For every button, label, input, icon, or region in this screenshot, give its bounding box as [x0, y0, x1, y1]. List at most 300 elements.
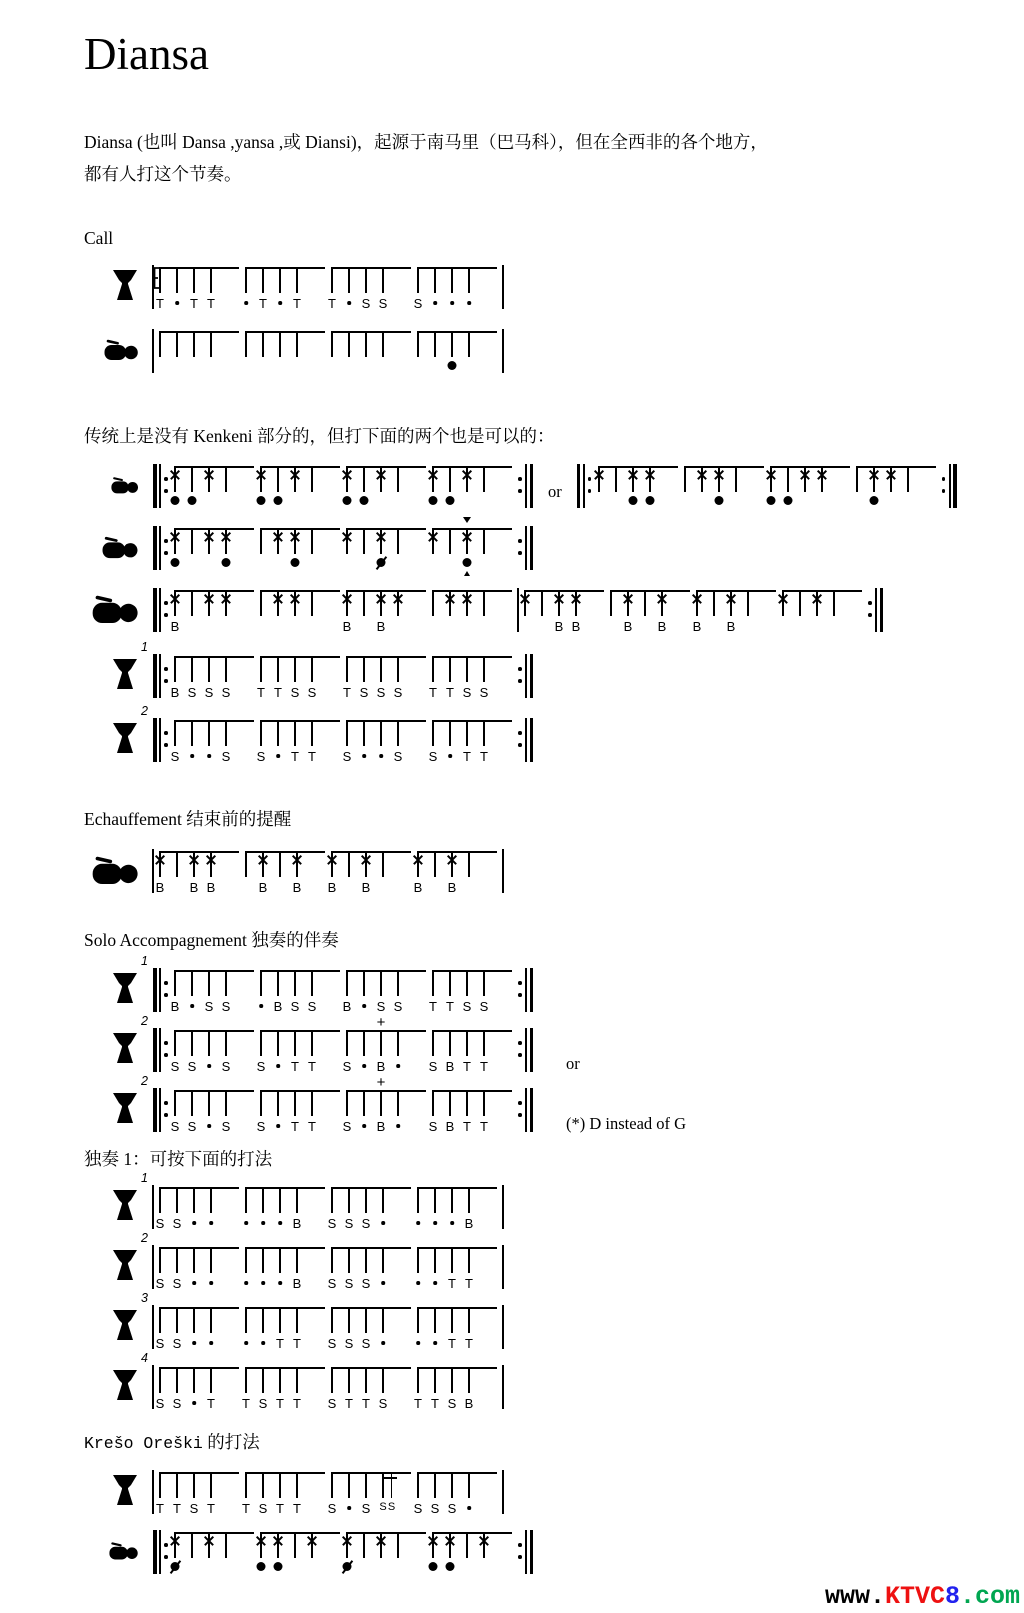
- note-cell: [464, 1189, 485, 1232]
- notation-part: [530, 1088, 534, 1132]
- stroke-letter: B: [258, 880, 268, 896]
- notation-part: [153, 526, 157, 570]
- note-cell: [344, 1189, 365, 1232]
- note-cell: [204, 972, 225, 1015]
- notation-part: [113, 1190, 137, 1220]
- note-stem: [277, 468, 279, 492]
- instrument-box: [84, 1171, 150, 1231]
- note-stem: [417, 1474, 419, 1498]
- note-cell: [397, 1534, 414, 1560]
- note-cell: [434, 1309, 451, 1335]
- rest-dot: [433, 1341, 437, 1345]
- notation-part: [159, 968, 161, 1012]
- stroke-letter: B: [273, 999, 283, 1015]
- note-cell: [290, 658, 311, 701]
- note-stem: [468, 1369, 470, 1393]
- note-stem: [296, 333, 298, 357]
- note-cell: [397, 468, 414, 494]
- stroke-letter: T: [293, 1501, 301, 1517]
- note-stem: [397, 972, 399, 996]
- note-stem: [193, 1249, 195, 1273]
- note-stem: [296, 1474, 298, 1498]
- beam-group: [245, 851, 325, 896]
- notation-part: [153, 654, 157, 698]
- note-stem: [279, 1249, 281, 1273]
- stroke-letter: T: [257, 685, 265, 701]
- note-stem: [208, 1092, 210, 1116]
- note-stem: [279, 853, 281, 877]
- note-cell: [311, 592, 328, 618]
- score-solo-1-4: [84, 1351, 1024, 1415]
- note-cell: [348, 333, 365, 359]
- note-stem: [174, 658, 176, 682]
- stroke-letter: S: [187, 1059, 197, 1075]
- note-stem: [245, 269, 247, 293]
- stroke-letter: T: [291, 1119, 299, 1135]
- note-stem: [382, 1369, 384, 1393]
- beam-group: [342, 720, 426, 765]
- note-stem: [380, 1092, 382, 1116]
- sixteenth-beam: [382, 1477, 397, 1479]
- voice-number: 2: [141, 704, 148, 719]
- note-stem: [363, 1092, 365, 1116]
- note-stem: [277, 1092, 279, 1116]
- stroke-letter: T: [448, 1276, 456, 1292]
- notation-part: [113, 270, 137, 300]
- note-cell: [174, 468, 191, 494]
- note-cell: [276, 1369, 296, 1412]
- note-cell: [365, 333, 382, 359]
- watermark-8: 8: [944, 1582, 960, 1611]
- score-sangban: [84, 522, 1024, 576]
- note-stem: [348, 333, 350, 357]
- note-stem: [294, 722, 296, 746]
- repeat-begin: [153, 718, 168, 762]
- note-cell: [170, 658, 191, 701]
- note-stem: [363, 468, 365, 492]
- beam-group: [327, 1187, 411, 1232]
- note-stem: [331, 269, 333, 293]
- note-stem: [449, 972, 451, 996]
- note-stem: [348, 1309, 350, 1333]
- score-solo-acc-2-alt: [84, 1074, 1024, 1138]
- note-stem: [311, 972, 313, 996]
- staff: [150, 845, 506, 896]
- drum-dot: [171, 496, 180, 505]
- voice-number: 2: [141, 1231, 148, 1246]
- stroke-letter: S: [361, 1501, 371, 1517]
- score-kenkeni: [84, 460, 1024, 514]
- note-stem: [191, 1534, 193, 1558]
- barline: [152, 1185, 154, 1229]
- note-stem: [245, 1189, 247, 1213]
- rest-dot: [276, 754, 280, 758]
- note-cell: [378, 269, 399, 312]
- repeat-end: [518, 968, 533, 1012]
- note-stem: [468, 1474, 470, 1498]
- rest-dot: [416, 1341, 420, 1345]
- intro-paragraph: [84, 126, 954, 191]
- note-stem: [541, 592, 543, 616]
- note-stem: [245, 1369, 247, 1393]
- note-stem: [483, 468, 485, 492]
- notation-part: [159, 718, 161, 762]
- note-cell: [331, 333, 348, 359]
- note-cell: [447, 1369, 468, 1412]
- stroke-letter: S: [256, 1119, 266, 1135]
- note-stem: [451, 1474, 453, 1498]
- note-stem: [208, 722, 210, 746]
- beam-group: [343, 656, 426, 701]
- drum-dot: [448, 361, 457, 370]
- note-cell: [376, 972, 397, 1015]
- staff: [150, 460, 960, 508]
- drum-dot: [446, 1562, 455, 1571]
- beam-group: [170, 970, 254, 1015]
- note-stem: [417, 1309, 419, 1333]
- note-cell: [221, 972, 242, 1015]
- beam-group: [856, 466, 936, 494]
- note-cell: [274, 658, 294, 701]
- note-stem: [311, 592, 313, 616]
- stroke-letter: S: [379, 1501, 387, 1514]
- note-stem: [331, 1309, 333, 1333]
- note-cell: [445, 1092, 466, 1135]
- notation-part: [942, 464, 946, 508]
- staff: [150, 1466, 506, 1517]
- stroke-letter: S: [221, 749, 231, 765]
- watermark-com: .com: [959, 1582, 1020, 1611]
- note-stem: [331, 1189, 333, 1213]
- note-cell: [428, 722, 449, 765]
- note-stem: [260, 592, 262, 616]
- note-stem: [311, 468, 313, 492]
- drum-dot: [360, 496, 369, 505]
- note-stem: [260, 1092, 262, 1116]
- note-stem: [225, 1534, 227, 1558]
- section-label-echauffement: Echauffement 结束前的提醒: [84, 809, 292, 830]
- watermark-ktvc: KTVC: [884, 1582, 945, 1611]
- rest-dot: [278, 1221, 282, 1225]
- note-stem: [856, 468, 858, 492]
- note-stem: [245, 333, 247, 357]
- beam-group: [327, 1367, 411, 1412]
- stroke-letter: S: [221, 1059, 231, 1075]
- stroke-letter: S: [187, 1119, 197, 1135]
- page: [0, 30, 1024, 1613]
- note-stem: [296, 1309, 298, 1333]
- stroke-letter: B: [327, 880, 337, 896]
- stroke-letter: B: [189, 880, 199, 896]
- note-cell: [327, 1369, 348, 1412]
- after-note: (*) D instead of G: [566, 1114, 687, 1134]
- note-cell: [692, 592, 713, 635]
- note-cell: [463, 722, 483, 765]
- repeat-begin: [153, 464, 168, 508]
- beam-group: [432, 528, 512, 556]
- note-stem: [365, 1369, 367, 1393]
- beam-group: [327, 1307, 411, 1352]
- beam-group: [260, 590, 340, 618]
- stroke-letter: T: [429, 685, 437, 701]
- note-cell: [279, 333, 296, 359]
- note-stem: [225, 468, 227, 492]
- beam-group: [260, 466, 340, 494]
- note-stem: [311, 1092, 313, 1116]
- stroke-letter: T: [308, 749, 316, 765]
- staff: [150, 1074, 536, 1135]
- note-stem: [174, 1032, 176, 1056]
- stroke-letter: B: [376, 619, 386, 635]
- stroke-letter: S: [393, 685, 403, 701]
- beam-group: [428, 720, 512, 765]
- beam-group: [155, 1307, 239, 1352]
- beam-group: [257, 656, 340, 701]
- beam-group: [331, 331, 411, 359]
- beam-group: [342, 970, 426, 1015]
- stroke-letter: B: [692, 619, 702, 635]
- note-cell: [262, 333, 279, 359]
- drum-dot: [714, 496, 723, 505]
- djembe-icon: [112, 1190, 138, 1222]
- note-stem: [260, 972, 262, 996]
- stroke-letter: S: [170, 1119, 180, 1135]
- intro-line-2: 都有人打这个节奏。: [84, 163, 242, 184]
- note-cell: [448, 1309, 468, 1352]
- barline: [502, 849, 504, 893]
- notation-part: [518, 526, 522, 570]
- stroke-letter: B: [342, 619, 352, 635]
- stroke-letter: T: [207, 1501, 215, 1517]
- drum-dot: [257, 496, 266, 505]
- note-stem: [193, 1474, 195, 1498]
- beam-group: [428, 1030, 512, 1075]
- note-stem: [348, 853, 350, 877]
- note-stem: [176, 1369, 178, 1393]
- note-stem: [713, 592, 715, 616]
- beam-group: [260, 528, 340, 556]
- note-stem: [466, 1032, 468, 1056]
- notation-part: [93, 603, 122, 623]
- note-cell: [279, 1249, 296, 1275]
- rest-dot: [347, 1506, 351, 1510]
- note-stem: [262, 1189, 264, 1213]
- notation-part: [124, 543, 138, 557]
- rest-dot: [347, 301, 351, 305]
- instrument-box: [84, 1466, 150, 1516]
- note-stem: [191, 1032, 193, 1056]
- beam-group: [155, 1367, 239, 1412]
- stroke-letter: B: [464, 1216, 474, 1232]
- barline: [502, 329, 504, 373]
- rest-dot: [190, 754, 194, 758]
- notation-part: [124, 346, 138, 360]
- stroke-letter: T: [276, 1336, 284, 1352]
- staff: [150, 261, 506, 312]
- note-stem: [193, 269, 195, 293]
- note-stem: [417, 1369, 419, 1393]
- note-cell: [417, 333, 434, 359]
- note-cell: [468, 333, 485, 359]
- note-cell: [598, 468, 615, 494]
- stroke-letter: S: [172, 1216, 182, 1232]
- note-stem: [294, 1092, 296, 1116]
- rest-dot: [209, 1341, 213, 1345]
- notation-part: [113, 1475, 137, 1505]
- note-cell: [571, 592, 592, 635]
- note-stem: [279, 1309, 281, 1333]
- note-cell: [382, 1189, 399, 1215]
- stroke-letter: S: [361, 1276, 371, 1292]
- barline: [152, 1470, 154, 1514]
- note-stem: [225, 972, 227, 996]
- drum-dot: [783, 496, 792, 505]
- notation-part: [153, 464, 157, 508]
- note-cell: [342, 592, 363, 635]
- voice-number: 2: [141, 1074, 148, 1089]
- rest-dot: [396, 1064, 400, 1068]
- rest-dot: [276, 1064, 280, 1068]
- intro-line-1: Diansa (也叫 Dansa ,yansa ,或 Diansi)，起源于南马里（巴马科），但在全西非的各个地方，: [84, 131, 768, 152]
- note-stem: [434, 1249, 436, 1273]
- note-stem: [277, 722, 279, 746]
- note-stem: [260, 530, 262, 554]
- section-label-solo1: 独奏 1：可按下面的打法: [84, 1149, 273, 1170]
- note-stem: [466, 658, 468, 682]
- notation-part: [164, 654, 168, 698]
- note-cell: [245, 333, 262, 359]
- note-stem: [468, 1249, 470, 1273]
- note-cell: [445, 1032, 466, 1075]
- notation-part: [525, 968, 527, 1012]
- note-cell: [191, 722, 208, 748]
- drum-dot: [446, 496, 455, 505]
- note-stem: [483, 530, 485, 554]
- note-stem: [260, 658, 262, 682]
- plus-mark: +: [376, 1014, 386, 1032]
- note-cell: [344, 1309, 365, 1352]
- rest-dot: [207, 754, 211, 758]
- stroke-letter: S: [155, 1396, 165, 1412]
- note-cell: [524, 592, 541, 618]
- note-stem: [363, 722, 365, 746]
- rest-dot: [207, 1124, 211, 1128]
- note-stem: [363, 658, 365, 682]
- note-stem: [468, 333, 470, 357]
- stroke-letter: B: [376, 1119, 386, 1135]
- score-echauffement: [84, 845, 1024, 899]
- stroke-letter: S: [307, 685, 317, 701]
- note-stem: [466, 1092, 468, 1116]
- stroke-letter: B: [726, 619, 736, 635]
- note-stem: [348, 1369, 350, 1393]
- score-kreso-djembe: [84, 1466, 1024, 1520]
- note-cell: [346, 1534, 363, 1560]
- stroke-letter: S: [413, 296, 423, 312]
- rest-dot: [467, 301, 471, 305]
- note-stem: [434, 853, 436, 877]
- note-cell: [221, 1092, 242, 1135]
- note-cell: [434, 1249, 451, 1275]
- note-cell: [156, 269, 176, 312]
- note-cell: [155, 853, 176, 896]
- note-stem: [434, 1369, 436, 1393]
- notation-part: [588, 464, 592, 508]
- rest-dot: [467, 1506, 471, 1510]
- note-stem: [483, 658, 485, 682]
- repeat-begin: [577, 464, 592, 508]
- notation-part: [159, 1530, 161, 1574]
- accent-up-icon: [464, 571, 470, 576]
- notation-part: [113, 973, 137, 1003]
- note-stem: [210, 1309, 212, 1333]
- drum-dot-muted: [171, 1562, 180, 1571]
- note-stem: [174, 1092, 176, 1116]
- djembe-icon: [112, 1093, 138, 1125]
- note-stem: [210, 1369, 212, 1393]
- note-cell: [308, 1032, 328, 1075]
- note-cell: [262, 1249, 279, 1275]
- stroke-letter: S: [221, 999, 231, 1015]
- beam-group: [170, 656, 254, 701]
- note-stem: [296, 1369, 298, 1393]
- beam-group: [417, 1307, 497, 1352]
- note-cell: [465, 1309, 485, 1352]
- note-cell: [172, 1249, 193, 1292]
- note-cell: [277, 1092, 294, 1118]
- note-cell: [380, 1534, 397, 1560]
- note-stem: [644, 592, 646, 616]
- note-cell: [417, 1249, 434, 1275]
- rest-dot: [261, 1341, 265, 1345]
- stroke-letter: B: [170, 685, 180, 701]
- beam-group: [413, 851, 497, 896]
- notation-part: [880, 588, 884, 632]
- stroke-letter: S: [258, 1396, 268, 1412]
- score-solo-1-1: [84, 1171, 1024, 1235]
- note-stem: [191, 592, 193, 616]
- notation-part: [95, 595, 112, 602]
- note-cell: [279, 1189, 296, 1215]
- barline: [502, 1470, 504, 1514]
- rest-dot: [362, 1064, 366, 1068]
- notation-part: [113, 1093, 137, 1123]
- beam-group: [155, 1247, 239, 1292]
- note-stem: [260, 1032, 262, 1056]
- note-stem: [432, 1092, 434, 1116]
- barline: [152, 1245, 154, 1289]
- staff: [150, 1361, 506, 1412]
- note-cell: [770, 468, 787, 494]
- note-cell: [245, 1309, 262, 1335]
- note-stem: [449, 530, 451, 554]
- stroke-letter: S: [393, 749, 403, 765]
- rest-dot: [261, 1281, 265, 1285]
- note-cell: [260, 468, 277, 494]
- notation-part: [164, 1088, 168, 1132]
- note-cell: [210, 333, 227, 359]
- note-cell: [307, 658, 328, 701]
- stroke-letter: T: [173, 1501, 181, 1517]
- note-cell: [277, 722, 294, 748]
- stroke-letter: B: [376, 1059, 386, 1075]
- note-stem: [210, 333, 212, 357]
- note-cell: [649, 468, 666, 494]
- note-stem: [294, 658, 296, 682]
- notation-part: [119, 603, 137, 621]
- stroke-letter: T: [190, 296, 198, 312]
- note-cell: [245, 269, 262, 295]
